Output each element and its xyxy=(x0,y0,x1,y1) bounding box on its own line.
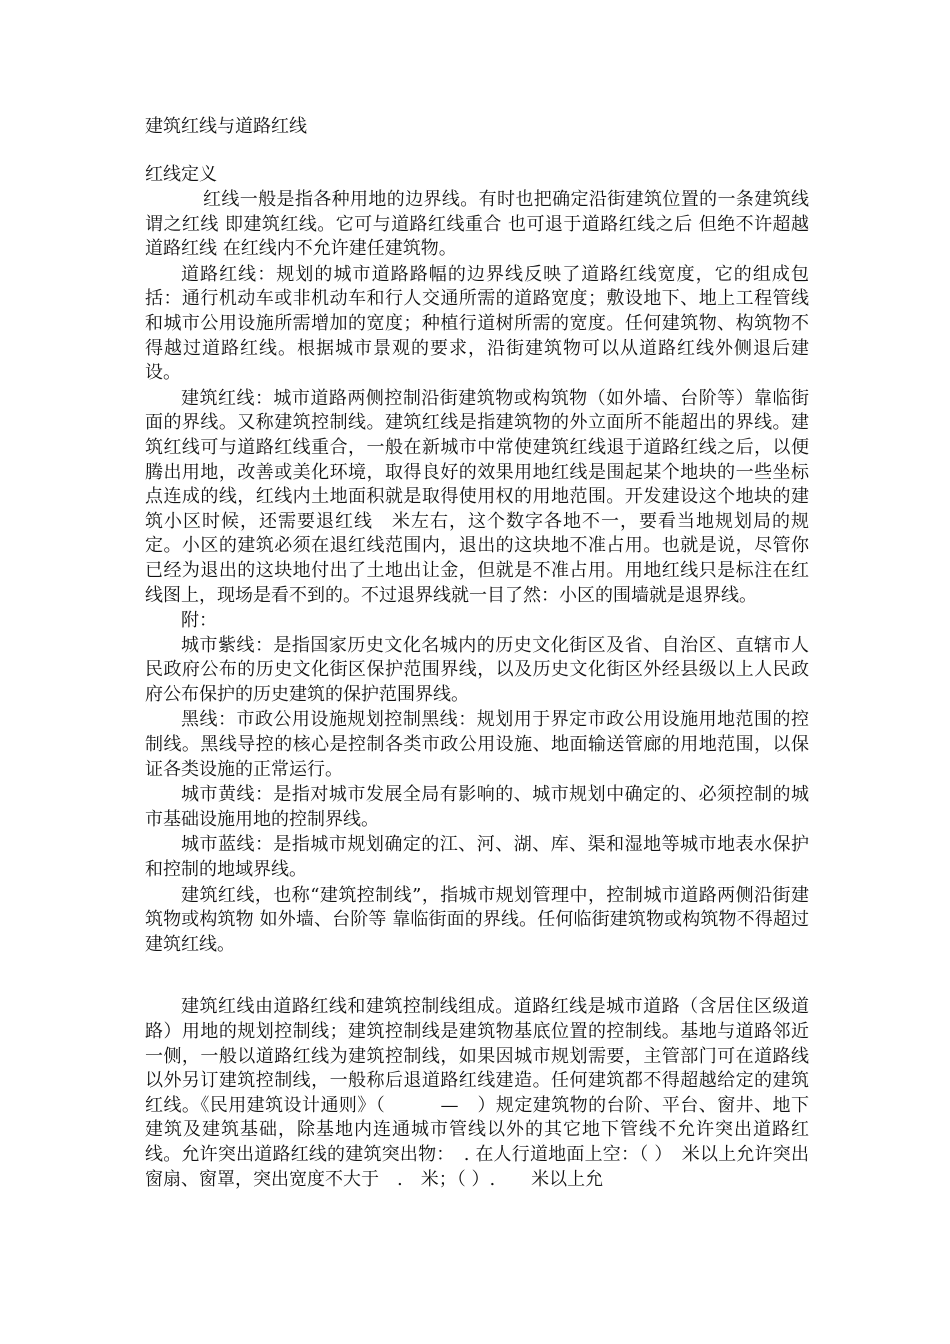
document-title: 建筑红线与道路红线 xyxy=(145,116,307,137)
paragraph-yellow-line: 城市黄线：是指对城市发展全局有影响的、城市规划中确定的、必须控制的城市基础设施用地的控制界线。 xyxy=(145,784,809,830)
paragraph-appendix-label: 附： xyxy=(181,610,217,632)
paragraph-purple-line: 城市紫线：是指国家历史文化名城内的历史文化街区及省、自治区、直辖市人民政府公布的历史文化街区保护范围界线，以及历史文化街区外经县级以上人民政府公布保护的历史建筑的保护范围界线。 xyxy=(145,634,809,705)
paragraph-building-red-line: 建筑红线：城市道路两侧控制沿街建筑物或构筑物（如外墙、台阶等）靠临街面的界线。又称建筑控制线。建筑红线是指建筑物的外立面所不能超出的界线。建筑红线可与道路红线重合，一般在新城市中常使建筑红线退于道路红线之后，以便腾出用地，改善或美化环境，取得良好的效果用地红线是围起某个地块的一些坐标点连成的线，红线内土地面积就是取得使用权的用地范围。开发建设这个地块的建筑小区时候，还需要退红线 米左右，这个数字各地不一，要看当地规划局的规定。小区的建筑必须在退红线范围内，退出的这块地不准占用。也就是说，尽管你已经为退出的这块地付出了土地出让金，但就是不准占用。用地红线只是标注在红线图上，现场是看不到的。不过退界线就一目了然：小区的围墙就是退界线。 xyxy=(145,387,809,606)
document-page xyxy=(145,112,809,1193)
paragraph-building-control-line: 建筑红线，也称“建筑控制线”，指城市规划管理中，控制城市道路两侧沿街建筑物或构筑物 如外墙、台阶等 靠临街面的界线。任何临街建筑物或构筑物不得超过建筑红线。 xyxy=(145,884,809,955)
paragraph-blue-line: 城市蓝线：是指城市规划确定的江、河、湖、库、渠和湿地等城市地表水保护和控制的地域界线。 xyxy=(145,834,809,881)
paragraph-black-line: 黑线：市政公用设施规划控制黑线：规划用于界定市政公用设施用地范围的控制线。黑线导控的核心是控制各类市政公用设施、地面输送管廊的用地范围，以保证各类设施的正常运行。 xyxy=(145,709,809,780)
section-heading: 红线定义 xyxy=(145,164,217,185)
paragraph-red-line-definition: 红线一般是指各种用地的边界线。有时也把确定沿街建筑位置的一条建筑线谓之红线 即建筑红线。它可与道路红线重合 也可退于道路红线之后 但绝不许超越道路红线 在红线内不允许建任建筑物。 xyxy=(145,189,809,260)
paragraph-spacer xyxy=(145,958,809,995)
paragraph-closing: 建筑红线由道路红线和建筑控制线组成。道路红线是城市道路（含居住区级道路）用地的规划控制线；建筑控制线是建筑物基底位置的控制线。基地与道路邻近一侧，一般以道路红线为建筑控制线，如果因城市规划需要，主管部门可在道路线以外另订建筑控制线，一般称后退道路红线建造。任何建筑都不得超越给定的建筑红线。《民用建筑设计通则》（ — ）规定建筑物的台阶、平台、窗井、地下建筑及建筑基础，除基地内连通城市管线以外的其它地下管线不允许突出道路红线。允许突出道路红线的建筑突出物： . 在人行道地面上空：（ ） 米以上允许突出窗扇、窗罩，突出宽度不大于 . 米；（ ）. 米以上允 xyxy=(145,996,809,1190)
paragraph-road-red-line: 道路红线：规划的城市道路路幅的边界线反映了道路红线宽度，它的组成包括：通行机动车或非机动车和行人交通所需的道路宽度；敷设地下、地上工程管线和城市公用设施所需增加的宽度；种植行道树所需的宽度。任何建筑物、构筑物不得越过道路红线。根据城市景观的要求，沿街建筑物可以从道路红线外侧退后建设。 xyxy=(145,263,809,384)
